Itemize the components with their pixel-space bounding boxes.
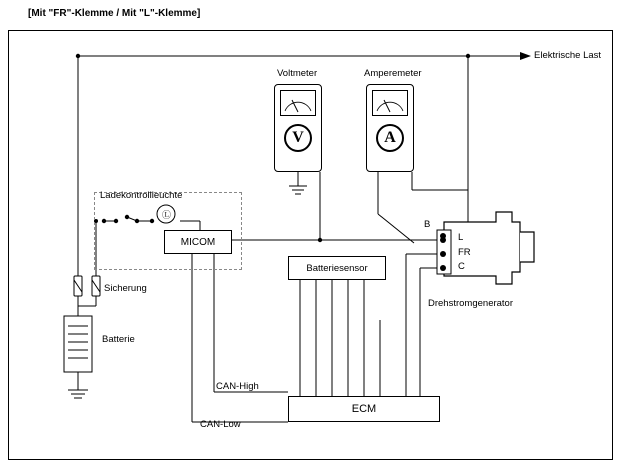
charge-lamp-symbol: Ⓛ — [162, 210, 172, 220]
alternator-label: Drehstromgenerator — [428, 298, 514, 309]
battery-label: Batterie — [102, 334, 135, 345]
amperemeter-symbol: A — [384, 129, 396, 146]
ecm-label: ECM — [351, 403, 377, 415]
amperemeter-label: Amperemeter — [364, 68, 422, 79]
page-title: [Mit "FR"-Klemme / Mit "L"-Klemme] — [28, 8, 201, 19]
terminal-c-label: C — [458, 261, 465, 272]
battery-sensor-label: Batteriesensor — [306, 262, 368, 274]
terminal-fr-label: FR — [458, 247, 471, 258]
voltmeter-dial — [284, 124, 312, 152]
fuse-label: Sicherung — [104, 283, 147, 294]
voltmeter-symbol: V — [292, 129, 304, 146]
amperemeter-scale — [372, 90, 408, 116]
ecm-box — [288, 396, 440, 422]
micom-box — [164, 230, 232, 254]
micom-label: MICOM — [180, 236, 216, 248]
voltmeter-scale — [280, 90, 316, 116]
terminal-l-label: L — [458, 232, 464, 243]
can-high-label: CAN-High — [216, 381, 259, 392]
voltmeter-label: Voltmeter — [277, 68, 318, 79]
electrical-load-label: Elektrische Last — [534, 50, 602, 61]
battery-sensor-box — [288, 256, 386, 280]
can-low-label: CAN-Low — [200, 419, 241, 430]
terminal-b-label: B — [424, 219, 431, 230]
charge-lamp-label: Ladekontrollleuchte — [100, 190, 183, 201]
amperemeter-dial — [376, 124, 404, 152]
